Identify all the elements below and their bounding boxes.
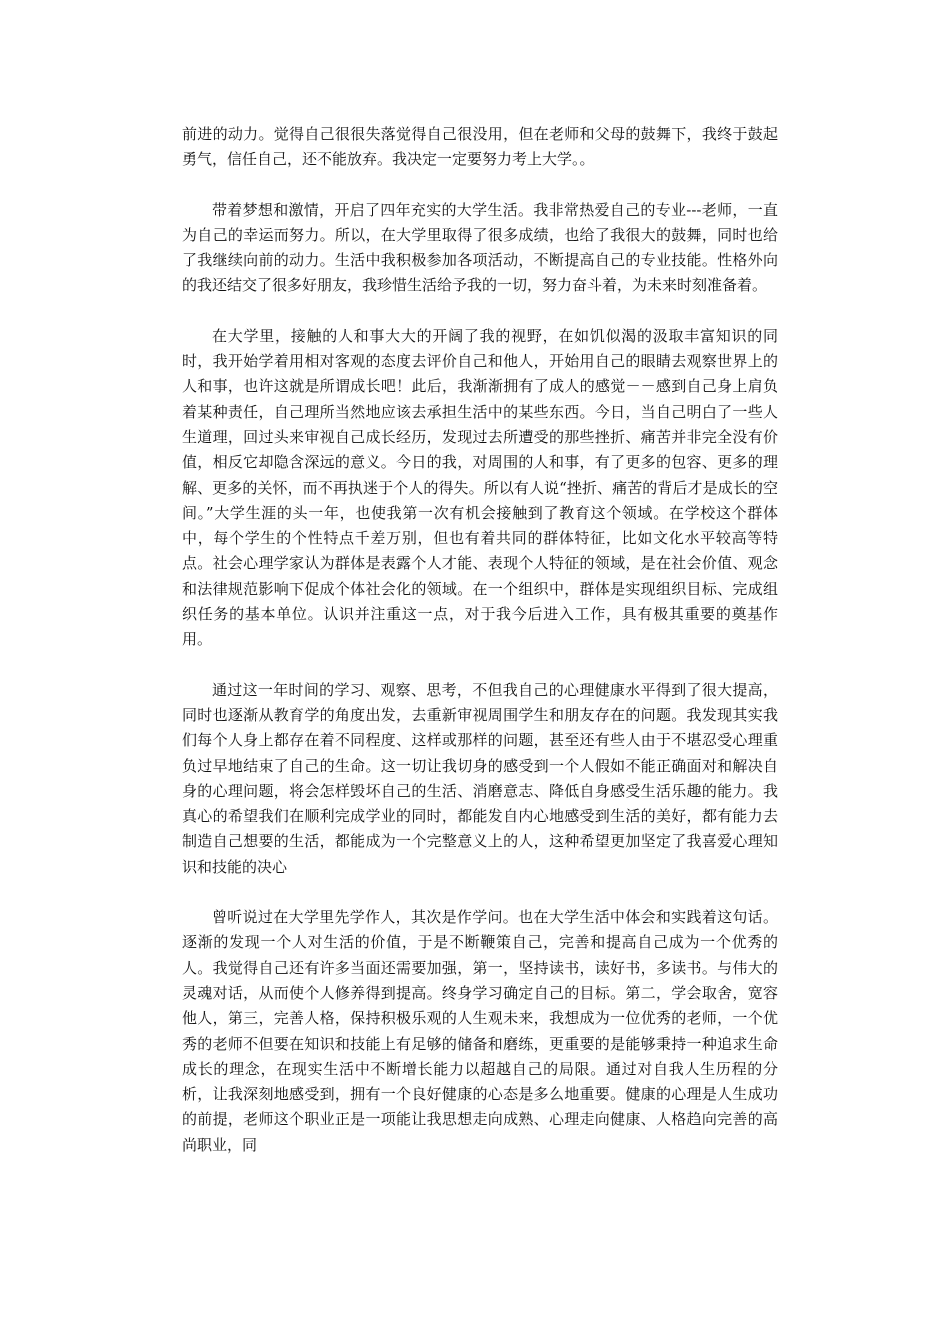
- paragraph-2: 带着梦想和激情，开启了四年充实的大学生活。我非常热爱自己的专业---老师，一直为自己的幸运而努力。所以，在大学里取得了很多成绩，也给了我很大的鼓舞，同时也给了我继续向前的动力。生活中我积极参加各项活动，不断提高自己的专业技能。性格外向的我还结交了很多好朋友，我珍惜生活给予我的一切，努力奋斗着，为未来时刻准备着。: [182, 200, 778, 295]
- paragraph-4: 通过这一年时间的学习、观察、思考，不但我自己的心理健康水平得到了很大提高，同时也逐渐从教育学的角度出发，去重新审视周围学生和朋友存在的问题。我发现其实我们每个人身上都存在着不同程度、这样或那样的问题，甚至还有些人由于不堪忍受心理重负过早地结束了自己的生命。这一切让我切身的感受到一个人假如不能正确面对和解决自身的心理问题，将会怎样毁坏自己的生活、消磨意志、降低自身感受生活乐趣的能力。我真心的希望我们在顺利完成学业的同时，都能发自内心地感受到生活的美好，都有能力去制造自己想要的生活，都能成为一个完整意义上的人，这种希望更加坚定了我喜爱心理知识和技能的决心: [182, 680, 778, 876]
- paragraph-5: 曾听说过在大学里先学作人，其次是作学问。也在大学生活中体会和实践着这句话。逐渐的发现一个人对生活的价值，于是不断鞭策自己，完善和提高自己成为一个优秀的人。我觉得自己还有许多当面还需要加强，第一，坚持读书，读好书，多读书。与伟大的灵魂对话，从而使个人修养得到提高。终身学习确定自己的目标。第二，学会取舍，宽容他人，第三，完善人格，保持积极乐观的人生观未来，我想成为一位优秀的老师，一个优秀的老师不但要在知识和技能上有足够的储备和磨练，更重要的是能够秉持一种追求生命成长的理念，在现实生活中不断增长能力以超越自己的局限。通过对自我人生历程的分析，让我深刻地感受到，拥有一个良好健康的心态是多么地重要。健康的心理是人生成功的前提，老师这个职业正是一项能让我思想走向成熟、心理走向健康、人格趋向完善的高尚职业，同: [182, 908, 778, 1154]
- document-body: [182, 122, 778, 1183]
- paragraph-1: 前进的动力。觉得自己很很失落觉得自己很没用，但在老师和父母的鼓舞下，我终于鼓起勇气，信任自己，还不能放弃。我决定一定要努力考上大学。。: [182, 125, 778, 169]
- paragraph-3: 在大学里，接触的人和事大大的开阔了我的视野，在如饥似渴的汲取丰富知识的同时，我开始学着用相对客观的态度去评价自己和他人，开始用自己的眼睛去观察世界上的人和事，也许这就是所谓成长吧！此后，我渐渐拥有了成人的感觉－－感到自己身上肩负着某种责任，自己理所当然地应该去承担生活中的某些东西。今日，当自己明白了一些人生道理，回过头来审视自己成长经历，发现过去所遭受的那些挫折、痛苦并非完全没有价值，相反它却隐含深远的意义。今日的我，对周围的人和事，有了更多的包容、更多的理解、更多的关怀，而不再执迷于个人的得失。所以有人说“挫折、痛苦的背后才是成长的空间。”大学生涯的头一年，也使我第一次有机会接触到了教育这个领域。在学校这个群体中，每个学生的个性特点千差万别，但也有着共同的群体特征，比如文化水平较高等特点。社会心理学家认为群体是表露个人才能、表现个人特征的领域，是在社会价值、观念和法律规范影响下促成个体社会化的领域。在一个组织中，群体是实现组织目标、完成组织任务的基本单位。认识并注重这一点，对于我今后进入工作，具有极其重要的奠基作用。: [182, 326, 778, 649]
